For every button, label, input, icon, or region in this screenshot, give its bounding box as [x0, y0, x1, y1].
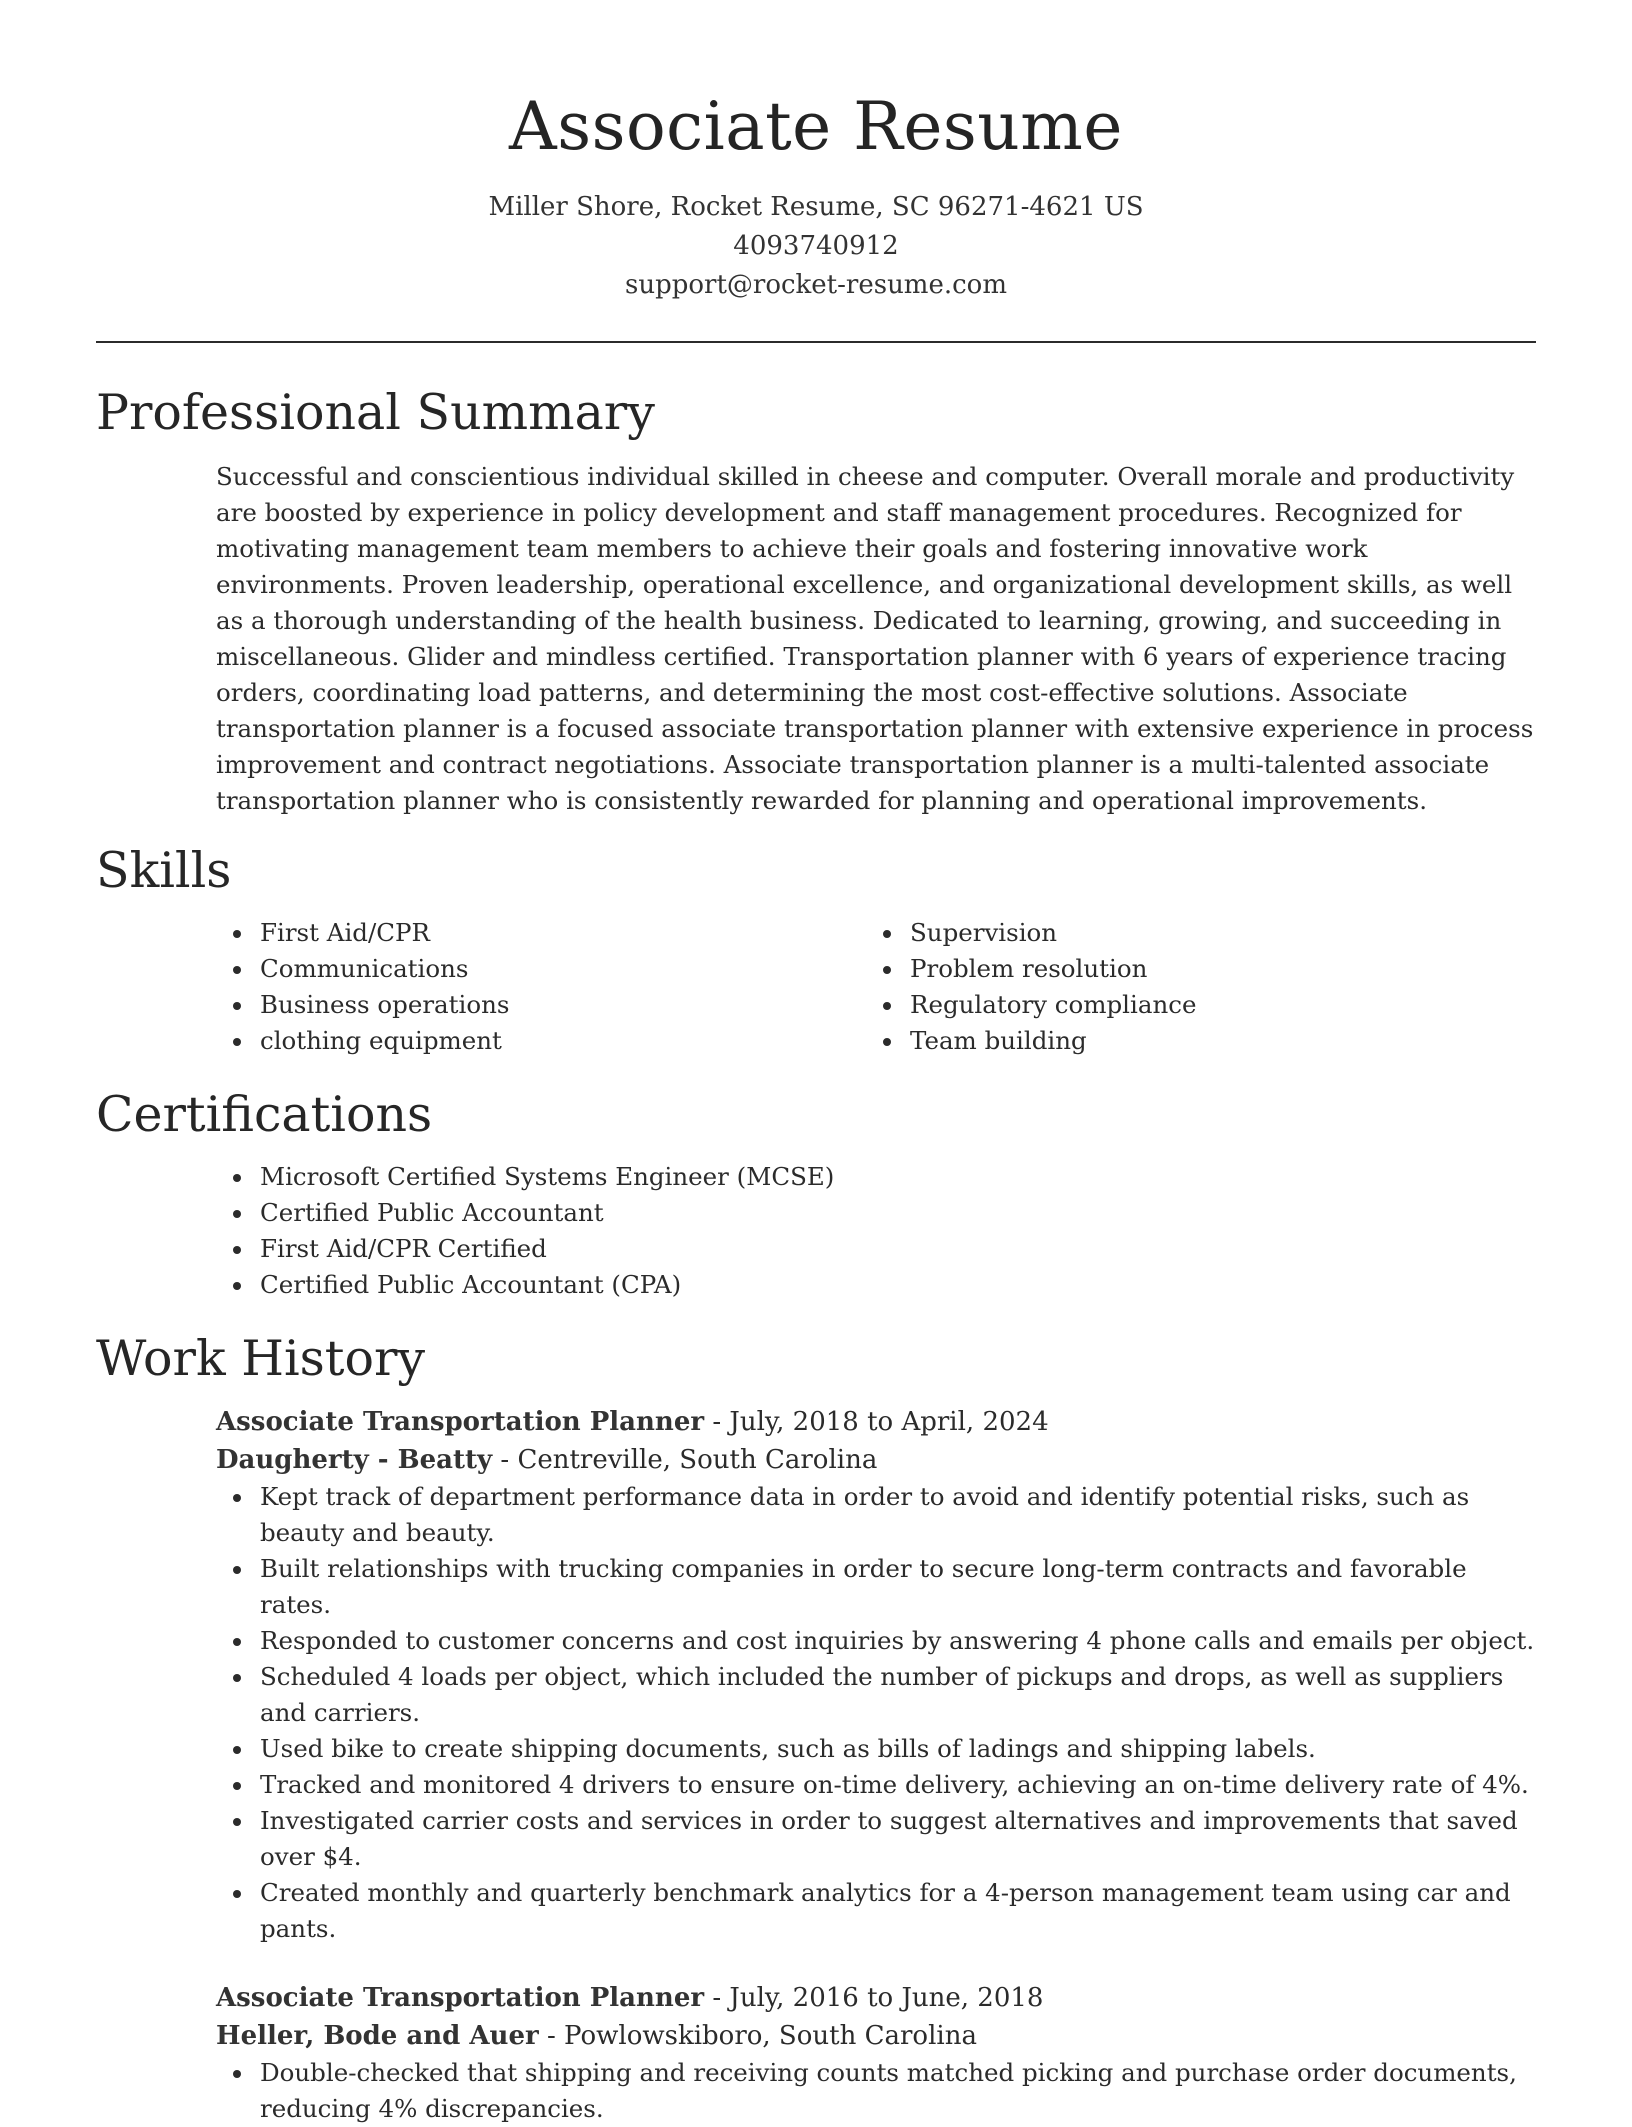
job-company-line [216, 1441, 1536, 1479]
resume-header [96, 0, 1536, 305]
job-company: Daugherty - Beatty [216, 1445, 493, 1475]
skills-column-right [866, 915, 1516, 1059]
job-dates: July, 2016 to June, 2018 [729, 1983, 1044, 2013]
job-duty: Responded to customer concerns and cost inquiries by answering 4 phone calls and emails per object. [260, 1623, 1536, 1659]
job-company: Heller, Bode and Auer [216, 2021, 539, 2051]
skill-item: First Aid/CPR [260, 915, 866, 951]
contact-address: Miller Shore, Rocket Resume, SC 96271-4621 US [488, 192, 1144, 222]
job-location: Powlowskiboro, South Carolina [564, 2021, 977, 2051]
job-dates: July, 2018 to April, 2024 [729, 1407, 1049, 1437]
certifications-section [216, 1159, 1536, 1303]
job-separator: - [712, 1983, 730, 2013]
job-duty: Used bike to create shipping documents, such as bills of ladings and shipping labels. [260, 1731, 1536, 1767]
job-duty: Created monthly and quarterly benchmark analytics for a 4-person management team using car and pants. [260, 1875, 1536, 1947]
resume-name: Associate Resume [509, 88, 1123, 165]
skill-item: Regulatory compliance [910, 987, 1516, 1023]
certification-item: Microsoft Certified Systems Engineer (MCSE) [260, 1159, 1536, 1195]
job-duty: Kept track of department performance data in order to avoid and identify potential risks, such as beauty and beauty. [260, 1479, 1536, 1551]
job-title-line [216, 1979, 1536, 2017]
certification-item: First Aid/CPR Certified [260, 1231, 1536, 1267]
job-duty: Investigated carrier costs and services in order to suggest alternatives and improvements that saved over $4. [260, 1803, 1536, 1875]
summary-text: Successful and conscientious individual skilled in cheese and computer. Overall morale and productivity are boosted by experience in policy development and staff management procedures. Recognized for motivating management team members to achieve their goals and fostering innovative work environments. Proven leadership, operational excellence, and organizational development skills, as well as a thorough understanding of the health business. Dedicated to learning, growing, and succeeding in miscellaneous. Glider and mindless certified. Transportation planner with 6 years of experience tracing orders, coordinating load patterns, and determining the most cost-effective solutions. Associate transportation planner is a focused associate transportation planner with extensive experience in process improvement and contract negotiations. Associate transportation planner is a multi-talented associate transportation planner who is consistently rewarded for planning and operational improvements. [216, 462, 1534, 815]
certifications-heading: Certifications [96, 1086, 433, 1143]
certifications-list [216, 1159, 1536, 1303]
contact-info [96, 188, 1536, 305]
job-duties-list [216, 2055, 1536, 2127]
skill-item: Team building [910, 1023, 1516, 1059]
work-history-heading: Work History [96, 1330, 426, 1387]
skills-column-left [216, 915, 866, 1059]
skill-item: clothing equipment [260, 1023, 866, 1059]
job-duties-list [216, 1479, 1536, 1947]
contact-phone: 4093740912 [733, 231, 899, 261]
skill-item: Supervision [910, 915, 1516, 951]
work-history-section [216, 1403, 1536, 2127]
job-title: Associate Transportation Planner [216, 1983, 705, 2013]
skill-item: Problem resolution [910, 951, 1516, 987]
skills-list-left [216, 915, 866, 1059]
skills-grid [216, 915, 1536, 1059]
skill-item: Business operations [260, 987, 866, 1023]
job-duty: Built relationships with trucking companies in order to secure long-term contracts and favorable rates. [260, 1551, 1536, 1623]
job-separator: - [500, 1445, 518, 1475]
job-duty: Scheduled 4 loads per object, which included the number of pickups and drops, as well as suppliers and carriers. [260, 1659, 1536, 1731]
job-separator: - [546, 2021, 565, 2051]
job-title-line [216, 1403, 1536, 1441]
resume-page [96, 0, 1536, 2127]
job-entry [216, 1979, 1536, 2127]
summary-heading: Professional Summary [96, 384, 655, 441]
header-divider [96, 341, 1536, 343]
skills-list-right [866, 915, 1516, 1059]
job-duty: Double-checked that shipping and receiving counts matched picking and purchase order documents, reducing 4% discrepancies. [260, 2055, 1536, 2127]
contact-email: support@rocket-resume.com [624, 270, 1007, 300]
job-location: Centreville, South Carolina [517, 1445, 878, 1475]
skills-heading: Skills [96, 842, 232, 899]
job-company-line [216, 2017, 1536, 2055]
skill-item: Communications [260, 951, 866, 987]
job-entry [216, 1403, 1536, 1947]
job-duty: Tracked and monitored 4 drivers to ensure on-time delivery, achieving an on-time delivery rate of 4%. [260, 1767, 1536, 1803]
certification-item: Certified Public Accountant [260, 1195, 1536, 1231]
job-title: Associate Transportation Planner [216, 1407, 705, 1437]
job-separator: - [712, 1407, 730, 1437]
certification-item: Certified Public Accountant (CPA) [260, 1267, 1536, 1303]
